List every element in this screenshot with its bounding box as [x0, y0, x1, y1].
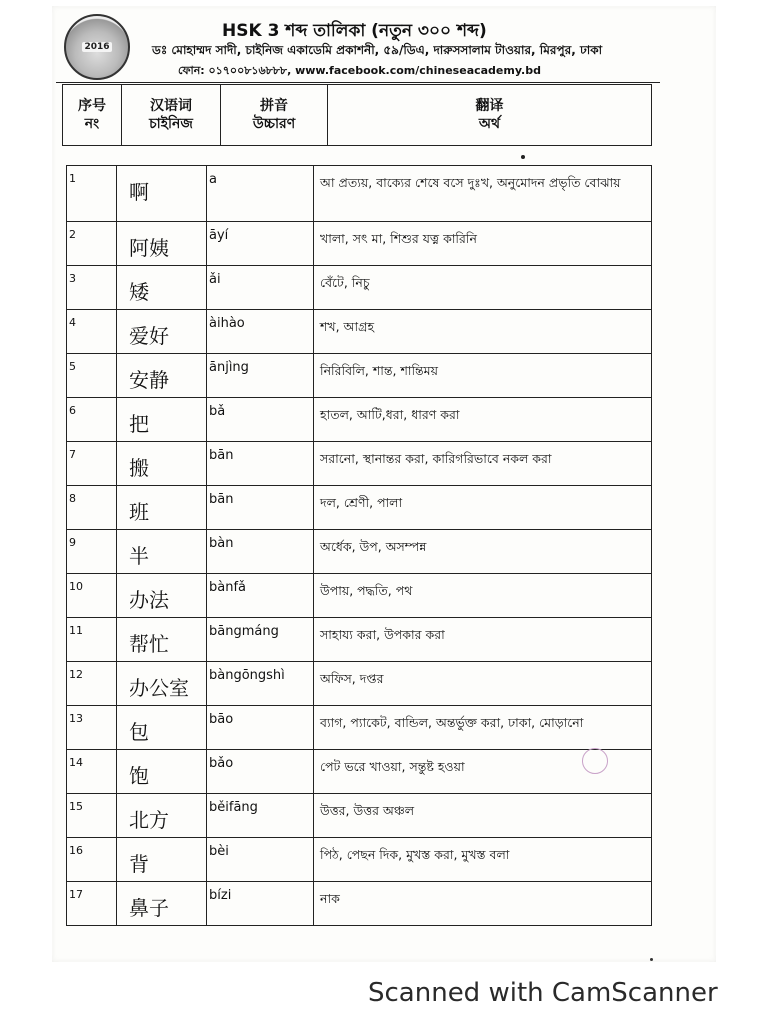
academy-logo: [64, 14, 130, 80]
meaning: অফিস, দপ্তর: [314, 662, 652, 706]
row-number: 7: [67, 442, 117, 486]
meaning: সরানো, স্থানান্তর করা, কারিগরিভাবে নকল করা: [314, 442, 652, 486]
vocabulary-table: [66, 165, 652, 926]
chinese-word: 办公室: [117, 662, 207, 706]
meaning: শখ, আগ্রহ: [314, 310, 652, 354]
logo-year: 2016: [84, 42, 110, 52]
table-row: [67, 166, 652, 222]
pinyin: a: [207, 166, 314, 222]
table-row: [67, 882, 652, 926]
table-row: [67, 838, 652, 882]
meaning: খালা, সৎ মা, শিশুর যত্ন কারিনি: [314, 222, 652, 266]
pinyin: ǎi: [207, 266, 314, 310]
pinyin: bān: [207, 442, 314, 486]
contact-line: ফোন: ০১৭০০৮১৬৮৮৮, www.facebook.com/chineseacademy.bd: [178, 64, 541, 77]
row-number: 8: [67, 486, 117, 530]
pinyin: běifāng: [207, 794, 314, 838]
row-number: 4: [67, 310, 117, 354]
row-number: 6: [67, 398, 117, 442]
pinyin: āyí: [207, 222, 314, 266]
pinyin: bàn: [207, 530, 314, 574]
chinese-word: 安静: [117, 354, 207, 398]
table-row: [67, 794, 652, 838]
header-pinyin: 拼音 উচ্চারণ: [221, 85, 328, 146]
meaning: অর্ধেক, উপ, অসম্পন্ন: [314, 530, 652, 574]
table-row: [67, 530, 652, 574]
row-number: 15: [67, 794, 117, 838]
pinyin: àihào: [207, 310, 314, 354]
meaning: উত্তর, উত্তর অঞ্চল: [314, 794, 652, 838]
row-number: 13: [67, 706, 117, 750]
chinese-word: 班: [117, 486, 207, 530]
chinese-word: 北方: [117, 794, 207, 838]
row-number: 17: [67, 882, 117, 926]
row-number: 9: [67, 530, 117, 574]
meaning: আ প্রত্যয়, বাক্যের শেষে বসে দুঃখ, অনুমোদন প্রভৃতি বোঝায়: [314, 166, 652, 222]
chinese-word: 把: [117, 398, 207, 442]
pinyin: bànfǎ: [207, 574, 314, 618]
table-row: [67, 706, 652, 750]
row-number: 10: [67, 574, 117, 618]
meaning: ব্যাগ, প্যাকেট, বান্ডিল, অন্তর্ভুক্ত করা, ঢাকা, মোড়ানো: [314, 706, 652, 750]
row-number: 1: [67, 166, 117, 222]
header-chinese: 汉语词 চাইনিজ: [122, 85, 221, 146]
meaning: নিরিবিলি, শান্ত, শান্তিময়: [314, 354, 652, 398]
table-row: [67, 310, 652, 354]
stray-dot: [650, 958, 653, 961]
table-row: [67, 662, 652, 706]
pinyin: bǎ: [207, 398, 314, 442]
chinese-word: 鼻子: [117, 882, 207, 926]
meaning: নাক: [314, 882, 652, 926]
pinyin: ānjìng: [207, 354, 314, 398]
table-row: [67, 354, 652, 398]
pinyin: bǎo: [207, 750, 314, 794]
meaning: বেঁটে, নিচু: [314, 266, 652, 310]
table-row: [67, 266, 652, 310]
document-title: HSK 3 শব্দ তালিকা (নতুন ৩০০ শব্দ): [222, 21, 487, 41]
header-number: 序号 নং: [63, 85, 122, 146]
ink-stamp: [582, 748, 608, 774]
pinyin: bízi: [207, 882, 314, 926]
meaning: সাহায্য করা, উপকার করা: [314, 618, 652, 662]
meaning: পিঠ, পেছন দিক, মুখস্ত করা, মুখস্ত বলা: [314, 838, 652, 882]
chinese-word: 矮: [117, 266, 207, 310]
chinese-word: 搬: [117, 442, 207, 486]
table-row: [67, 442, 652, 486]
chinese-word: 半: [117, 530, 207, 574]
chinese-word: 啊: [117, 166, 207, 222]
chinese-word: 背: [117, 838, 207, 882]
row-number: 11: [67, 618, 117, 662]
pinyin: bāngmáng: [207, 618, 314, 662]
row-number: 2: [67, 222, 117, 266]
table-row: [67, 750, 652, 794]
meaning: উপায়, পদ্ধতি, পথ: [314, 574, 652, 618]
chinese-word: 饱: [117, 750, 207, 794]
pinyin: bàngōngshì: [207, 662, 314, 706]
column-header-table: [62, 84, 652, 146]
chinese-word: 帮忙: [117, 618, 207, 662]
chinese-word: 阿姨: [117, 222, 207, 266]
row-number: 14: [67, 750, 117, 794]
pinyin: bān: [207, 486, 314, 530]
chinese-word: 办法: [117, 574, 207, 618]
camscanner-watermark: Scanned with CamScanner: [368, 978, 718, 1008]
chinese-word: 包: [117, 706, 207, 750]
row-number: 3: [67, 266, 117, 310]
row-number: 16: [67, 838, 117, 882]
pinyin: bèi: [207, 838, 314, 882]
stray-dot: [521, 155, 525, 159]
row-number: 12: [67, 662, 117, 706]
meaning: হাতল, আটি,ধরা, ধারণ করা: [314, 398, 652, 442]
table-row: [67, 486, 652, 530]
meaning: দল, শ্রেণী, পালা: [314, 486, 652, 530]
chinese-word: 爱好: [117, 310, 207, 354]
table-row: [67, 398, 652, 442]
table-row: [67, 574, 652, 618]
row-number: 5: [67, 354, 117, 398]
table-row: [67, 618, 652, 662]
publisher-line: ডঃ মোহাম্মদ সাদী, চাইনিজ একাডেমি প্রকাশনী, ৫৯/ডিএ, দারুসসালাম টাওয়ার, মিরপুর, ঢাকা: [152, 43, 603, 57]
table-row: [67, 222, 652, 266]
meaning: পেট ভরে খাওয়া, সন্তুষ্ট হওয়া: [314, 750, 652, 794]
pinyin: bāo: [207, 706, 314, 750]
header-divider: [56, 82, 660, 83]
header-meaning: 翻译 অর্থ: [328, 85, 652, 146]
